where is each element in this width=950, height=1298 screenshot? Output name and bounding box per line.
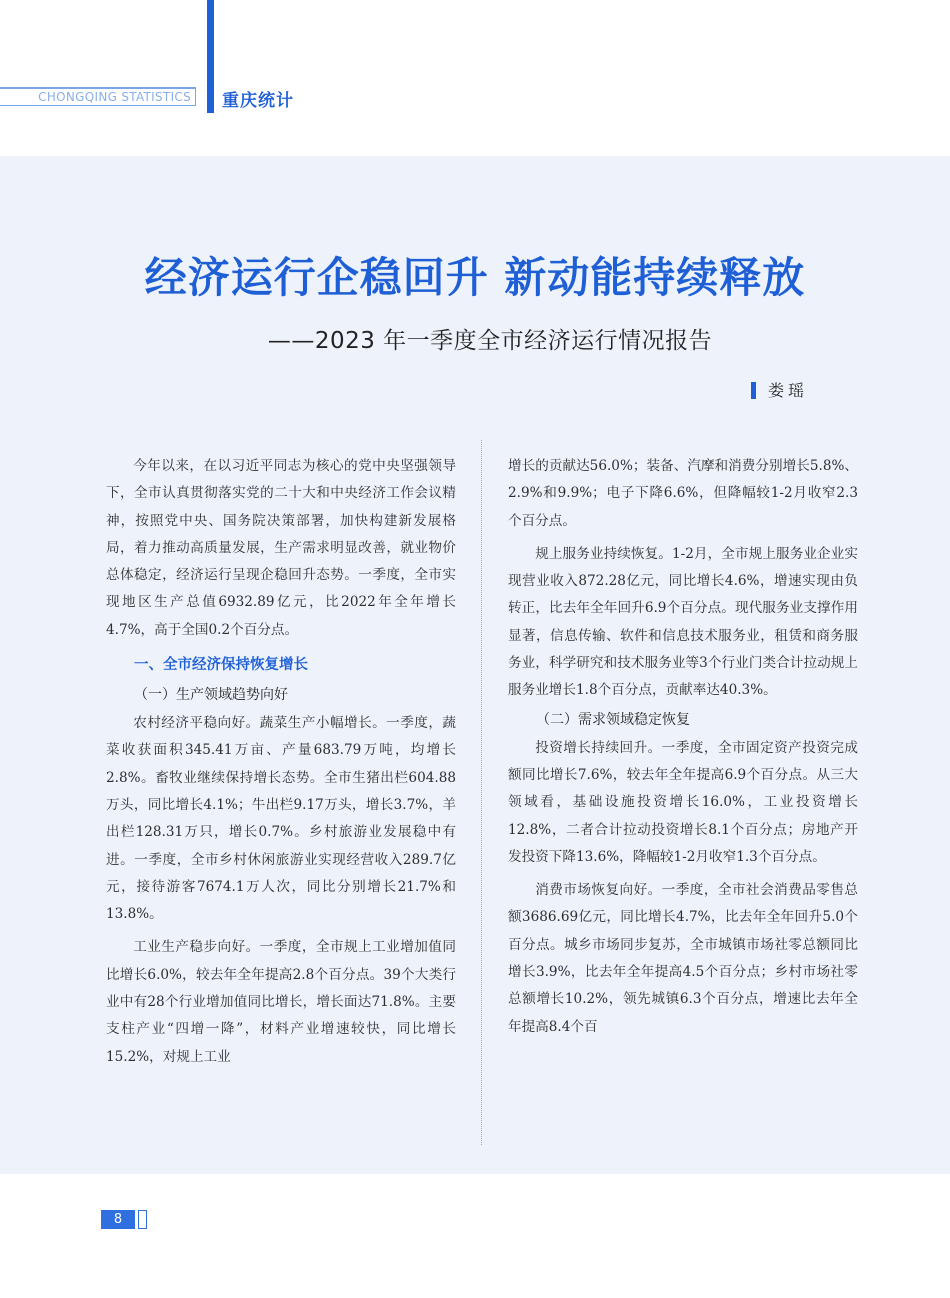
header-accent-bar — [207, 0, 214, 113]
subsection-heading: （二）需求领域稳定恢复 — [536, 711, 690, 728]
page-number: 8 — [101, 1210, 135, 1229]
author-marker — [751, 382, 756, 399]
page-number-tab — [138, 1210, 147, 1229]
paragraph: 今年以来，在以习近平同志为核心的党中央坚强领导下，全市认真贯彻落实党的二十大和中央经济工作会议精神，按照党中央、国务院决策部署，加快构建新发展格局，着力推动高质量发展，生产需求明显改善，就业物价总体稳定，经济运行呈现企稳回升态势。一季度，全市实现地区生产总值6932.89亿元，比2022年全年增长4.7%，高于全国0.2个百分点。 — [106, 458, 456, 638]
header-english-label: CHONGQING STATISTICS — [0, 88, 196, 106]
paragraph: 增长的贡献达56.0%；装备、汽摩和消费分别增长5.8%、2.9%和9.9%；电子下降6.6%，但降幅较1-2月收窄2.3个百分点。 — [508, 458, 858, 529]
subsection-heading: （一）生产领域趋势向好 — [134, 687, 288, 704]
article-subtitle: ——2023 年一季度全市经济运行情况报告 — [267, 328, 713, 354]
header-chinese-label: 重庆统计 — [222, 91, 294, 111]
paragraph: 农村经济平稳向好。蔬菜生产小幅增长。一季度，蔬菜收获面积345.41万亩、产量683.79万吨，均增长2.8%。畜牧业继续保持增长态势。全市生猪出栏604.88万头，同比增长4.1%；牛出栏9.17万头，增长3.7%，羊出栏128.31万只，增长0.7%。乡村旅游业发展稳中有进。一季度，全市乡村休闲旅游业实现经营收入289.7亿元，接待游客7674.1万人次，同比分别增长21.7%和13.8%。 — [106, 715, 456, 923]
left-column — [106, 453, 456, 1071]
paragraph: 工业生产稳步向好。一季度，全市规上工业增加值同比增长6.0%，较去年全年提高2.8个百分点。39个大类行业中有28个行业增加值同比增长，增长面达71.8%。主要支柱产业“四增一降”，材料产业增速较快，同比增长15.2%，对规上工业 — [106, 939, 456, 1065]
paragraph: 规上服务业持续恢复。1-2月，全市规上服务业企业实现营业收入872.28亿元，同比增长4.6%，增速实现由负转正，比去年全年回升6.9个百分点。现代服务业支撑作用显著，信息传输、软件和信息技术服务业，租赁和商务服务业，科学研究和技术服务业等3个行业门类合计拉动规上服务业增长1.8个百分点，贡献率达40.3%。 — [508, 545, 858, 699]
author-name: 娄瑶 — [768, 381, 809, 400]
right-column — [508, 453, 858, 1041]
paragraph: 投资增长持续回升。一季度，全市固定资产投资完成额同比增长7.6%，较去年全年提高6.9个百分点。从三大领域看，基础设施投资增长16.0%，工业投资增长12.8%，二者合计拉动投资增长8.1个百分点；房地产开发投资下降13.6%，降幅较1-2月收窄1.3个百分点。 — [508, 739, 858, 865]
column-divider — [481, 440, 482, 1145]
paragraph: 消费市场恢复向好。一季度，全市社会消费品零售总额3686.69亿元，同比增长4.7%，比去年全年回升5.0个百分点。城乡市场同步复苏，全市城镇市场社零总额同比增长3.9%，比去年全年提高4.5个百分点；乡村市场社零总额增长10.2%，领先城镇6.3个百分点，增速比去年全年提高8.4个百 — [508, 882, 858, 1035]
article-title: 经济运行企稳回升 新动能持续释放 — [144, 253, 806, 302]
section-heading: 一、全市经济保持恢复增长 — [134, 657, 308, 674]
